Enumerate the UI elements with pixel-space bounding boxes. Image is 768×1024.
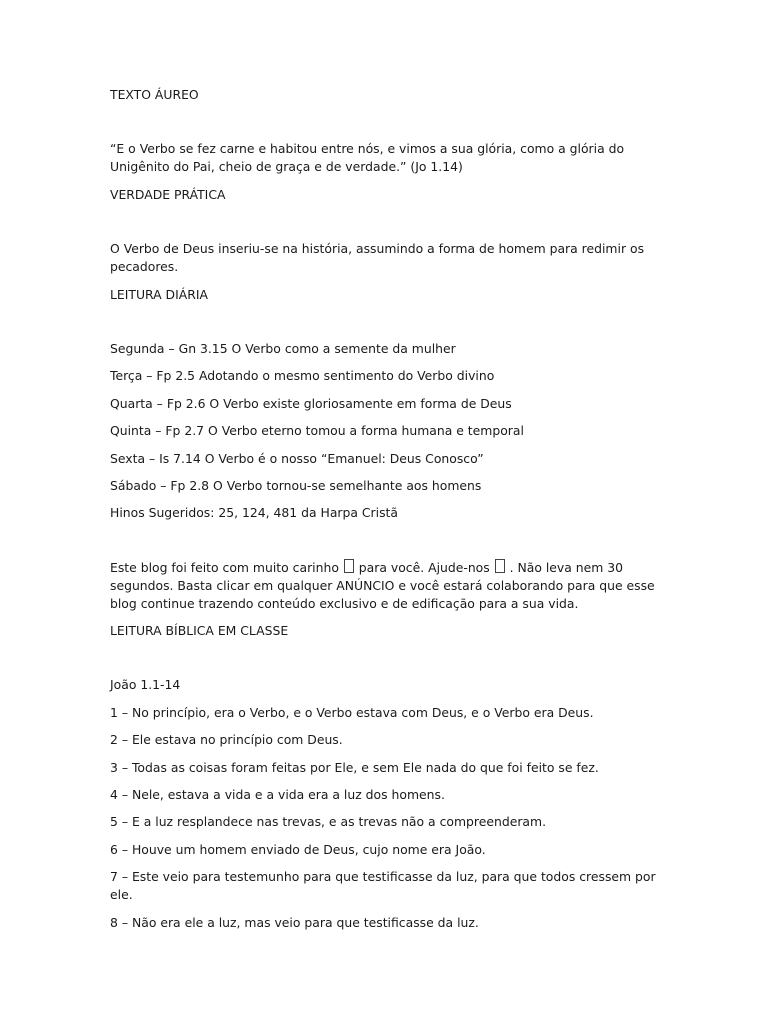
blog-note-part2: para você. Ajude-nos [354, 559, 494, 575]
heading-leitura-biblica: LEITURA BÍBLICA EM CLASSE [110, 623, 289, 639]
texto-aureo-text: “E o Verbo se fez carne e habitou entre nós, e vimos a sua glória, como a glória do Unigênito do Pai, cheio de graça e de verdade.” (Jo 1.14) [110, 141, 625, 175]
verse: 1 – No princípio, era o Verbo, e o Verbo estava com Deus, e o Verbo era Deus. [110, 704, 594, 720]
verse: 8 – Não era ele a luz, mas veio para que testificasse da luz. [110, 914, 479, 930]
heading-leitura-diaria: LEITURA DIÁRIA [110, 286, 208, 302]
leitura-diaria-item: Quarta – Fp 2.6 O Verbo existe gloriosamente em forma de Deus [110, 395, 512, 411]
leitura-diaria-item: Terça – Fp 2.5 Adotando o mesmo sentimento do Verbo divino [110, 368, 495, 384]
verse: 6 – Houve um homem enviado de Deus, cujo nome era João. [110, 841, 486, 857]
heading-verdade-pratica: VERDADE PRÁTICA [110, 186, 226, 202]
leitura-diaria-item: Sábado – Fp 2.8 O Verbo tornou-se semelhante aos homens [110, 477, 482, 493]
verse: 4 – Nele, estava a vida e a vida era a luz dos homens. [110, 787, 445, 803]
leitura-biblica-ref: João 1.1-14 [110, 677, 181, 693]
verse: 2 – Ele estava no princípio com Deus. [110, 732, 343, 748]
missing-glyph-icon [495, 559, 505, 573]
hinos-sugeridos: Hinos Sugeridos: 25, 124, 481 da Harpa Cristã [110, 505, 398, 521]
blog-note-part1: Este blog foi feito com muito carinho [110, 559, 343, 575]
verse: 5 – E a luz resplandece nas trevas, e as trevas não a compreenderam. [110, 814, 547, 830]
leitura-diaria-item: Quinta – Fp 2.7 O Verbo eterno tomou a forma humana e temporal [110, 423, 524, 439]
verse: 7 – Este veio para testemunho para que testificasse da luz, para que todos cressem por ele. [110, 869, 656, 903]
verdade-pratica-text: O Verbo de Deus inseriu-se na história, assumindo a forma de homem para redimir os pecadores. [110, 241, 645, 275]
blog-note [110, 559, 665, 613]
spacer [110, 313, 665, 340]
leitura-diaria-item: Segunda – Gn 3.15 O Verbo como a semente da mulher [110, 340, 456, 356]
spacer [110, 532, 665, 559]
spacer [110, 113, 665, 140]
spacer [110, 213, 665, 240]
missing-glyph-icon [344, 559, 354, 573]
document-body [110, 86, 665, 941]
spacer [110, 649, 665, 676]
verse: 3 – Todas as coisas foram feitas por Ele, e sem Ele nada do que foi feito se fez. [110, 759, 599, 775]
blog-note-part3: . Não leva nem 30 segundos. Basta clicar em qualquer ANÚNCIO e você estará colaborando para que esse blog continue trazendo conteúdo exclusivo e de edificação para a sua vida. [110, 559, 655, 611]
heading-texto-aureo: TEXTO ÁUREO [110, 87, 199, 102]
leitura-diaria-item: Sexta – Is 7.14 O Verbo é o nosso “Emanuel: Deus Conosco” [110, 450, 484, 466]
